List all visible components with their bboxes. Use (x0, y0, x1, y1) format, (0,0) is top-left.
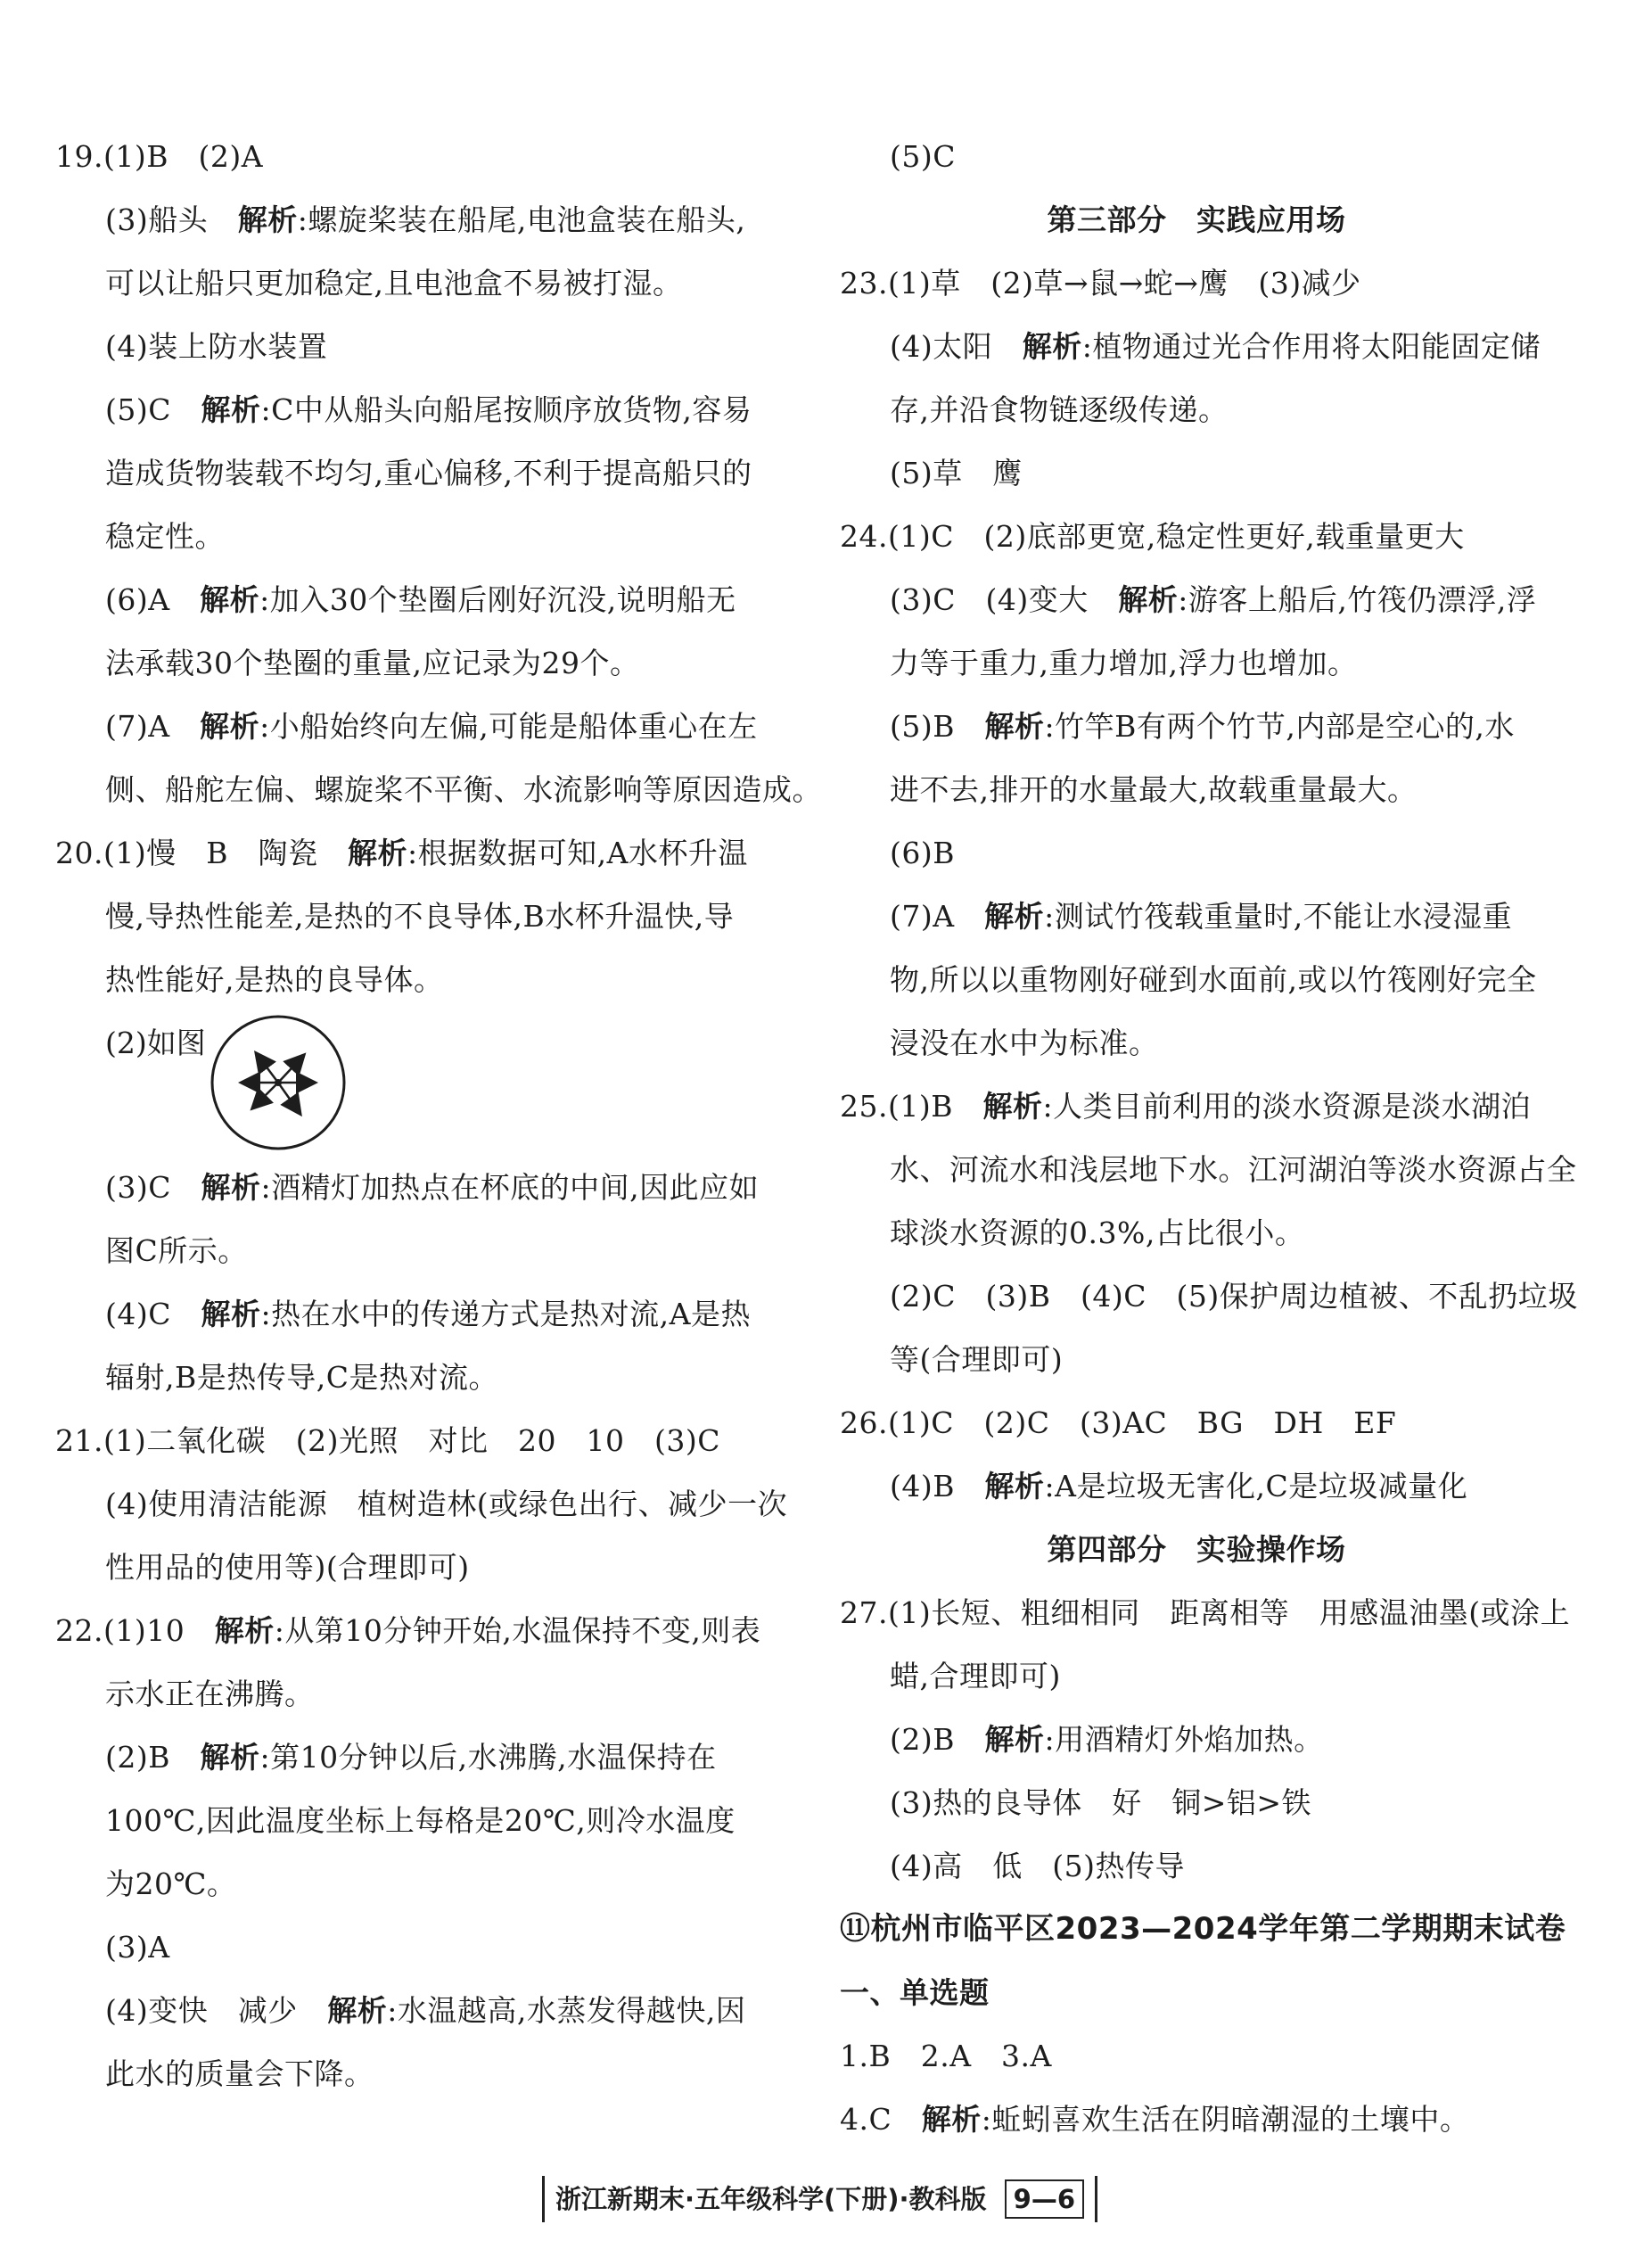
answer-line: 法承载30个垫圈的重量,应记录为29个。 (105, 646, 640, 680)
answer-line: 19.(1)B (2)A (55, 139, 264, 174)
answer-line: (4)高 低 (5)热传导 (890, 1849, 1185, 1883)
answer-line: 热性能好,是热的良导体。 (105, 962, 444, 997)
section-heading: 一、单选题 (840, 1975, 990, 2010)
answer-line: 造成货物装载不均匀,重心偏移,不利于提高船只的 (105, 456, 752, 490)
heat-radiation-diagram (205, 1015, 351, 1150)
answer-line: 此水的质量会下降。 (105, 2056, 374, 2091)
answer-line: (5)C (890, 139, 956, 174)
answer-line: 23.(1)草 (2)草→鼠→蛇→鹰 (3)减少 (840, 266, 1361, 301)
page-number: 9—6 (1005, 2179, 1084, 2219)
answer-line: (3)C (4)变大 解析:游客上船后,竹筏仍漂浮,浮 (890, 582, 1537, 617)
answer-line: (3)A (105, 1930, 170, 1965)
answer-line: 力等于重力,重力增加,浮力也增加。 (890, 646, 1358, 680)
answer-line: 性用品的使用等)(合理即可) (105, 1550, 470, 1585)
answer-line: (6)B (890, 836, 955, 870)
answer-line: 为20℃。 (105, 1866, 237, 1901)
answer-line: (4)B 解析:A是垃圾无害化,C是垃圾减量化 (890, 1469, 1468, 1504)
answer-line: (2)C (3)B (4)C (5)保护周边植被、不乱扔垃圾 (890, 1279, 1578, 1314)
right-column (840, 125, 1578, 2151)
answer-line: 25.(1)B 解析:人类目前利用的淡水资源是淡水湖泊 (840, 1089, 1532, 1124)
answer-line: (3)船头 解析:螺旋桨装在船尾,电池盒装在船头, (105, 202, 746, 237)
answer-line: 物,所以以重物刚好碰到水面前,或以竹筏刚好完全 (890, 962, 1537, 997)
answer-line: (6)A 解析:加入30个垫圈后刚好沉没,说明船无 (105, 582, 736, 617)
answer-line: (3)热的良导体 好 铜>铝>铁 (890, 1785, 1312, 1820)
answer-line: 4.C 解析:蚯蚓喜欢生活在阴暗潮湿的土壤中。 (840, 2102, 1470, 2137)
answer-line: 20.(1)慢 B 陶瓷 解析:根据数据可知,A水杯升温 (55, 836, 748, 870)
answer-line: 水、河流水和浅层地下水。江河湖泊等淡水资源占全 (890, 1152, 1577, 1187)
section-heading: 第四部分 实验操作场 (1047, 1532, 1346, 1567)
page-footer (542, 2176, 1097, 2222)
answer-line: 稳定性。 (105, 519, 225, 554)
figure-label: (2)如图 (105, 1026, 206, 1060)
section-heading: 第三部分 实践应用场 (1047, 202, 1346, 237)
answer-line: (2)B 解析:第10分钟以后,水沸腾,水温保持在 (105, 1740, 717, 1775)
answer-line: (3)C 解析:酒精灯加热点在杯底的中间,因此应如 (105, 1170, 760, 1205)
left-column (55, 125, 822, 2105)
answer-line: (5)C 解析:C中从船头向船尾按顺序放货物,容易 (105, 392, 752, 427)
book-title: 浙江新期末·五年级科学(下册)·教科版 (555, 2184, 987, 2214)
answer-line: 蜡,合理即可) (890, 1659, 1061, 1693)
answer-line: 侧、船舵左偏、螺旋桨不平衡、水流影响等原因造成。 (105, 772, 822, 807)
answer-line: (4)太阳 解析:植物通过光合作用将太阳能固定储 (890, 329, 1541, 364)
answer-line: 1.B 2.A 3.A (840, 2039, 1052, 2073)
answer-line: 26.(1)C (2)C (3)AC BG DH EF (840, 1405, 1397, 1440)
answer-line: 24.(1)C (2)底部更宽,稳定性更好,载重量更大 (840, 519, 1465, 554)
answer-line: 球淡水资源的0.3%,占比很小。 (890, 1215, 1305, 1250)
answer-line: 可以让船只更加稳定,且电池盒不易被打湿。 (105, 266, 683, 301)
answer-line: 等(合理即可) (890, 1342, 1064, 1377)
answer-line: 图C所示。 (105, 1233, 248, 1268)
heat-convection-figure (55, 1011, 786, 1156)
answer-line: 辐射,B是热传导,C是热对流。 (105, 1360, 498, 1395)
answer-line: (5)B 解析:竹竿B有两个竹节,内部是空心的,水 (890, 709, 1515, 744)
answer-line: (7)A 解析:测试竹筏载重量时,不能让水浸湿重 (890, 899, 1513, 934)
answer-line: (4)C 解析:热在水中的传递方式是热对流,A是热 (105, 1297, 751, 1331)
answer-line: 慢,导热性能差,是热的不良导体,B水杯升温快,导 (105, 899, 735, 934)
answer-line: 100℃,因此温度坐标上每格是20℃,则冷水温度 (105, 1803, 736, 1838)
answer-line: (4)变快 减少 解析:水温越高,水蒸发得越快,因 (105, 1993, 746, 2028)
answer-line: (7)A 解析:小船始终向左偏,可能是船体重心在左 (105, 709, 758, 744)
answer-line: (4)使用清洁能源 植树造林(或绿色出行、减少一次 (105, 1487, 788, 1521)
answer-line: 浸没在水中为标准。 (890, 1026, 1159, 1060)
answer-line: 进不去,排开的水量最大,故载重量最大。 (890, 772, 1418, 807)
answer-line: (5)草 鹰 (890, 456, 1023, 490)
answer-line: 示水正在沸腾。 (105, 1677, 315, 1711)
answer-line: 22.(1)10 解析:从第10分钟开始,水温保持不变,则表 (55, 1613, 761, 1648)
exam-title: ⑪杭州市临平区2023—2024学年第二学期期末试卷 (840, 1911, 1566, 1947)
answer-line: 21.(1)二氧化碳 (2)光照 对比 20 10 (3)C (55, 1423, 720, 1458)
answer-line: 存,并沿食物链逐级传递。 (890, 392, 1229, 427)
answer-line: (2)B 解析:用酒精灯外焰加热。 (890, 1722, 1324, 1757)
answer-line: (4)装上防水装置 (105, 329, 328, 364)
answer-line: 27.(1)长短、粗细相同 距离相等 用感温油墨(或涂上 (840, 1595, 1571, 1630)
